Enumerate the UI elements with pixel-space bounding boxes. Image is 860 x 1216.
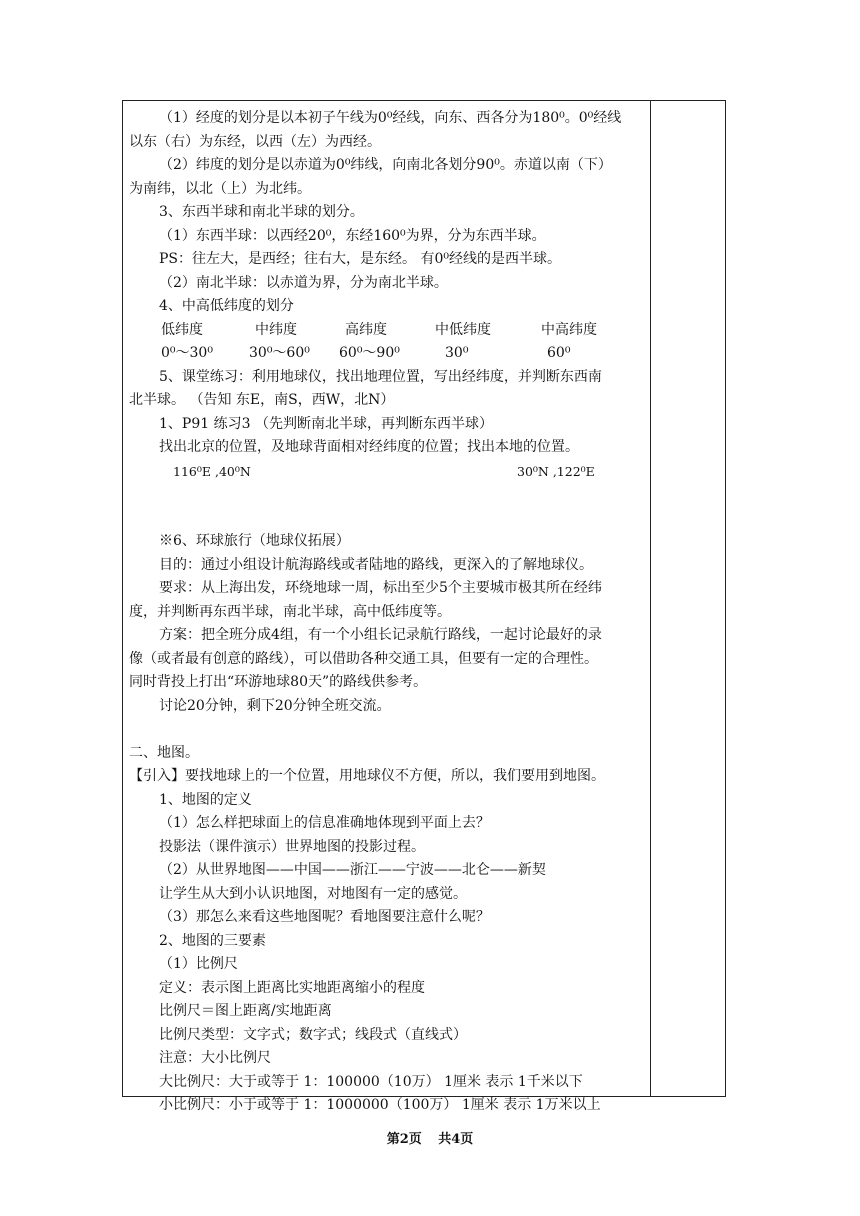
page-total: 共4页 [438,1132,474,1147]
text-line: 5、课堂练习：利用地球仪，找出地理位置，写出经纬度，并判断东西南 [159,368,602,385]
text-line: 投影法（课件演示）世界地图的投影过程。 [159,838,425,855]
text-line: 让学生从大到小认识地图，对地图有一定的感觉。 [159,885,467,902]
text-line: PS：往左大，是西经；往右大，是东经。 有0⁰经线的是西半球。 [159,251,561,267]
text-line: 方案：把全班分成4组，有一个小组长记录航行路线，一起讨论最好的录 [159,627,602,643]
latitude-header: 低纬度 [161,321,203,338]
text-line: （1）比例尺 [159,956,238,972]
latitude-value-row [129,342,645,366]
text-line: 2、地图的三要素 [159,932,266,949]
text-line: 同时背投上打出“环游地球80天”的路线供参考。 [129,674,428,690]
text-line: （1）怎么样把球面上的信息准确地体现到平面上去？ [159,815,490,831]
text-line: 大比例尺：大于或等于 1：100000（10万） 1厘米 表示 1千米以下 [159,1073,583,1090]
text-line: 讨论20分钟，剩下20分钟全班交流。 [159,697,391,714]
latitude-value: 30⁰ [445,345,469,361]
latitude-value: 30⁰～60⁰ [249,345,310,361]
text-line: （2）纬度的划分是以赤道为0⁰纬线，向南北各划分90⁰。赤道以南（下） [159,157,612,173]
text-line: 为南纬，以北（上）为北纬。 [129,180,311,197]
latitude-header: 中低纬度 [435,321,491,338]
column-divider [650,101,651,1096]
section-heading: 二、地图。 [129,744,199,761]
text-line: （1）东西半球：以西经20⁰，东经160⁰为界，分为东西半球。 [159,227,546,244]
text-line: 小比例尺：小于或等于 1：1000000（100万） 1厘米 表示 1万米以上 [159,1097,601,1113]
latitude-header: 中高纬度 [541,321,597,338]
text-line: 像（或者最有创意的路线），可以借助各种交通工具，但要有一定的合理性。 [129,650,598,667]
text-line: （2）从世界地图——中国——浙江——宁波——北仑——新契 [159,862,546,878]
text-line: （1）经度的划分是以本初子午线为0⁰经线，向东、西各分为180⁰。0⁰经线 [159,110,622,126]
coord-beijing: 116⁰E ,40⁰N [173,463,251,479]
text-line: 3、东西半球和南北半球的划分。 [159,204,364,220]
text-line: 注意：大小比例尺 [159,1050,271,1066]
latitude-value: 0⁰～30⁰ [161,345,213,361]
text-line: 以东（右）为东经，以西（左）为西经。 [129,133,381,150]
lesson-table [122,100,726,1113]
text-line: 【引入】要找地球上的一个位置，用地球仪不方便，所以，我们要用到地图。 [129,768,605,784]
text-line: 北半球。 （告知 东E，南S，西W，北N） [129,392,395,408]
text-line: ※6、环球旅行（地球仪拓展） [159,533,350,549]
latitude-value: 60⁰～90⁰ [339,345,400,361]
page-number: 第2页 [386,1132,422,1147]
text-line: 定义：表示图上距离比实地距离缩小的程度 [159,979,425,996]
text-line: 目的：通过小组设计航海路线或者陆地的路线，更深入的了解地球仪。 [159,556,593,573]
latitude-header: 中纬度 [255,321,297,338]
latitude-value: 60⁰ [547,345,571,361]
text-line: 1、地图的定义 [159,791,252,808]
lesson-content [129,107,645,1118]
coords-row [129,460,645,484]
text-line: 比例尺＝图上距离/实地距离 [159,1003,332,1019]
text-line: 4、中高低纬度的划分 [159,298,294,314]
text-line: 找出北京的位置，及地球背面相对经纬度的位置；找出本地的位置。 [159,439,579,455]
latitude-header-row [129,319,645,343]
text-line: （2）南北半球：以赤道为界，分为南北半球。 [159,274,448,291]
latitude-header: 高纬度 [345,321,387,338]
text-line: 1、P91 练习3 （先判断南北半球，再判断东西半球） [159,415,493,432]
text-line: 度，并判断再东西半球，南北半球，高中低纬度等。 [129,603,451,620]
text-line: 比例尺类型：文字式；数字式；线段式（直线式） [159,1026,467,1043]
coord-local: 30⁰N ,122⁰E [517,463,595,479]
text-line: （3）那怎么来看这些地图呢？看地图要注意什么呢？ [159,909,490,925]
page-footer [0,1128,860,1147]
text-line: 要求：从上海出发，环绕地球一周，标出至少5个主要城市极其所在经纬 [159,580,602,596]
